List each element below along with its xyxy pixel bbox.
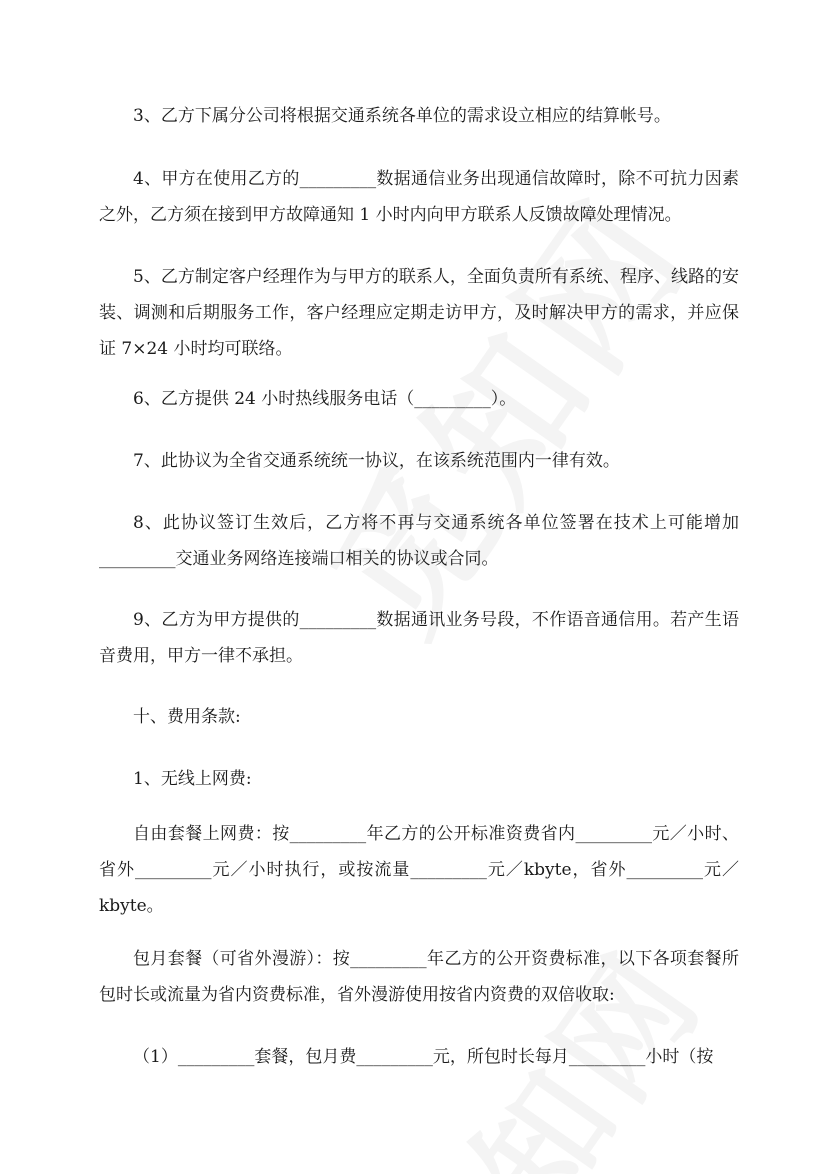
- section-10-heading: 十、费用条款:: [133, 707, 241, 727]
- clause-5: 5、乙方制定客户经理作为与甲方的联系人，全面负责所有系统、程序、线路的安装、调测和后期服务工作，客户经理应定期走访甲方，及时解决甲方的需求，并应保证 7×24 小时均可联络。: [99, 267, 739, 359]
- clause-3: 3、乙方下属分公司将根据交通系统各单位的需求设立相应的结算帐号。: [133, 106, 671, 126]
- free-plan-fee: 自由套餐上网费：按_________年乙方的公开标准资费省内_________元／小时、省外_________元／小时执行，或按流量_________元／kbyte，省外_________元／kbyte。: [99, 824, 739, 916]
- fee-item-1-heading: 1、无线上网费:: [133, 769, 252, 789]
- clause-9: 9、乙方为甲方提供的_________数据通讯业务号段，不作语音通信用。若产生语音费用，甲方一律不承担。: [99, 610, 739, 666]
- clause-7: 7、此协议为全省交通系统统一协议，在该系统范围内一律有效。: [133, 451, 620, 471]
- clause-8: 8、此协议签订生效后，乙方将不再与交通系统各单位签署在技术上可能增加_________交通业务网络连接端口相关的协议或合同。: [99, 513, 739, 569]
- monthly-plan: 包月套餐（可省外漫游）：按_________年乙方的公开资费标准，以下各项套餐所包时长或流量为省内资费标准，省外漫游使用按省内资费的双倍收取:: [99, 949, 739, 1005]
- clause-4: 4、甲方在使用乙方的_________数据通信业务出现通信故障时，除不可抗力因素之外，乙方须在接到甲方故障通知 1 小时内向甲方联系人反馈故障处理情况。: [99, 169, 739, 225]
- monthly-plan-item-1: （1）_________套餐，包月费_________元，所包时长每月_________小时（按: [133, 1047, 714, 1067]
- clause-6: 6、乙方提供 24 小时热线服务电话（_________）。: [133, 389, 517, 409]
